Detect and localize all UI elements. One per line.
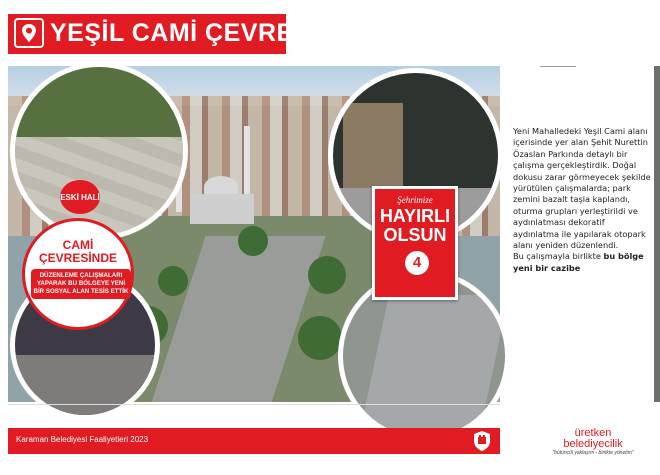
next-page-edge	[654, 66, 660, 402]
mosque-image	[190, 194, 254, 224]
article-paragraph: Yeni Mahalledeki Yeşil Cami alanı içerisinde yer alan Şehit Nurettin Özaslan Parkında detaylı bir çalışma gerçekleştirdik. Doğal dokusu zarar görmeyecek şekilde yürütülen çalışmalarda; park zemini bazalt taşla kaplandı, oturma grupları yerleştirildi ve aydınlatması dekoratif aydınlatma ile yapılarak otopark alanı yeniden düzenlendi.	[513, 126, 651, 251]
tree-image	[298, 316, 342, 360]
municipality-seal-icon	[472, 430, 492, 452]
old-state-label: ESKİ HALİ	[60, 180, 100, 214]
article-highlight: bu bölge yeni bir cazibe	[513, 251, 644, 273]
cami-badge-title: CAMİ ÇEVRESİNDE	[38, 238, 118, 265]
page-title: YEŞİL CAMİ ÇEVRESİ	[50, 19, 319, 47]
anniversary-number: 4	[405, 251, 429, 275]
cami-badge-text: DÜZENLEME ÇALIŞMALARI YAPARAK BU BÖLGEYE YENİ BİR SOSYAL ALAN TESİS ETTİK	[31, 269, 131, 299]
tree-image	[238, 226, 268, 256]
divider	[540, 66, 576, 67]
tree-image	[308, 256, 346, 294]
divider	[8, 404, 500, 405]
article-paragraph-end: Bu çalışmayla birlikte	[513, 251, 601, 262]
footer-caption: Karaman Belediyesi Faaliyetleri 2023	[16, 435, 149, 444]
cami-badge	[22, 218, 134, 330]
brand-logo: üretken belediyecilik "bütüncül yaklaşım - birlikte yönetim"	[552, 427, 634, 456]
hayirli-olsun-stamp: Şehrimize HAYIRLI OLSUN 4	[372, 186, 458, 300]
location-pin-icon	[14, 18, 44, 48]
old-state-photo	[10, 62, 188, 240]
article-text	[513, 126, 653, 274]
tree-image	[158, 266, 188, 296]
